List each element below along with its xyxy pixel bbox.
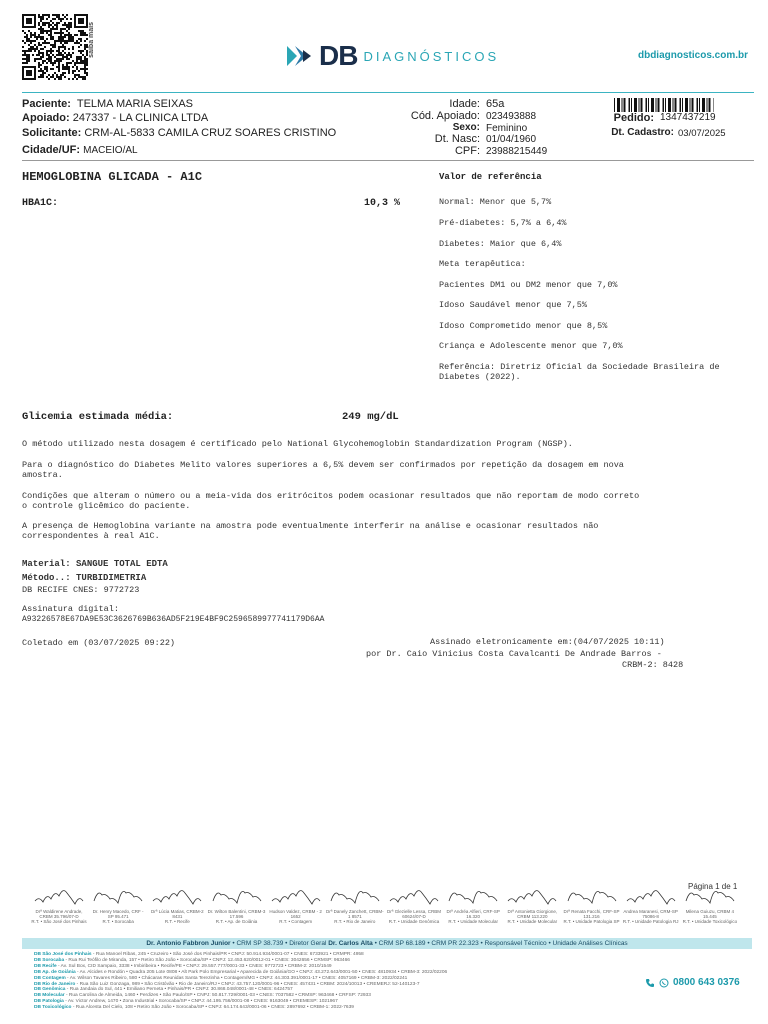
signature-11 xyxy=(681,883,739,924)
material-value: SANGUE TOTAL EDTA xyxy=(76,559,168,569)
qr-caption: saiba mais xyxy=(88,22,95,58)
material-row: Material: SANGUE TOTAL EDTA xyxy=(22,559,168,569)
signer-unit: R.T. • Recife xyxy=(164,919,190,924)
signer-unit: R.T. • São José dos Pinhais xyxy=(31,919,87,924)
support-row: Apoiado: 247337 - LA CLINICA LTDA xyxy=(22,112,209,124)
signer-crbm: CRBM-2: 8428 xyxy=(622,660,684,670)
ref-meta: Meta terapêutica: xyxy=(439,259,526,269)
note-ngsp: O método utilizado nesta dosagem é certificado pelo National Glycohemoglobin Standardization Program (NGSP). xyxy=(22,439,573,449)
handwritten-signature xyxy=(682,883,738,907)
units-list xyxy=(34,952,654,1011)
phone-contact[interactable] xyxy=(645,977,740,988)
ref-diabetes: Diabetes: Maior que 6,4% xyxy=(439,239,562,249)
exam-title: HEMOGLOBINA GLICADA - A1C xyxy=(22,170,203,184)
signer-name: Drª Glezielle Lessa, CRBM 60624/07-D xyxy=(387,909,441,919)
barcode xyxy=(614,98,714,112)
handwritten-signature xyxy=(90,883,146,907)
signature-10 xyxy=(622,883,680,924)
website-link[interactable]: dbdiagnosticos.com.br xyxy=(637,50,748,61)
db-logo xyxy=(285,40,499,72)
unit-address: DB Toxicológico - Rua Alcesta Del Cielo, 108 • Retiro São João • Sorocaba/SP • CNPJ: 64.174.643/0001-06 • CNES: 2897692 • CRBM-1: 2022-7639 xyxy=(34,1005,354,1011)
signature-4 xyxy=(267,883,325,924)
signer-unit: R.T. • Unidade Molecular xyxy=(507,919,558,924)
digital-signature-label: Assinatura digital: xyxy=(22,604,119,614)
signer-name: Drª Danely Zanchett, CRBM-1 8571 xyxy=(325,909,384,919)
handwritten-signature xyxy=(564,883,620,907)
unit-address: DB São José dos Pinhais - Rua Manoel Ribas, 245 • Cruzeiro • São José dos Pinhais/PR • CNPJ: 50.914.934/0001-07 • CNES: 6733921 • CRMPR: 4958 xyxy=(34,952,364,957)
ref-crianca: Criança e Adolescente menor que 7,0% xyxy=(439,341,623,351)
signer-name: Drª Antonietta Giorgione, CRBM 113.220 xyxy=(507,909,558,919)
handwritten-signature xyxy=(445,883,501,907)
sex-label: Sexo: xyxy=(452,122,480,133)
patient-name-row: Paciente: TELMA MARIA SEIXAS xyxy=(22,98,193,110)
requester-row: Solicitante: CRM-AL-5833 CAMILA CRUZ SOARES CRISTINO xyxy=(22,127,337,139)
signature-8 xyxy=(503,883,561,924)
signer-unit: R.T. • Unidade Genômica xyxy=(388,919,440,924)
note-variant-line1: A presença de Hemoglobina variante na amostra pode eventualmente interferir na análise e ocasionar resultados não xyxy=(22,521,599,531)
ref-normal: Normal: Menor que 5,7% xyxy=(439,197,552,207)
signature-5 xyxy=(326,883,384,924)
signed-date: Assinado eletronicamente em:(04/07/2025 10:11) xyxy=(430,637,665,647)
directors-bar: Dr. Antonio Fabbron Junior • CRM SP 38.739 • Diretor Geral Dr. Carlos Alta • CRM SP 68.189 • CRM PR 22.323 • Responsável Técnico • Unidade Análises Clínicas xyxy=(22,938,752,949)
note-diagnosis-line2: amostra. xyxy=(22,470,63,480)
age-label: Idade: xyxy=(449,98,480,110)
order-value: 1347437219 xyxy=(660,112,716,123)
unit-address: DB Recife - Av. Sul Box, CID Sampaio, 3338 • Imbiribeira • Recife/PE • CNPJ: 29.557.777/0001-33 • CNES: 9772723 • CRBM-2: 2010/1549 xyxy=(34,963,332,969)
unit-address: DB Ap. de Goiânia - Av. Alcides e Rondón • Quadra 205 Lote 0808 • Alt Park Polo Empresarial • Aparecida de Goiânia/GO • CNPJ: 43.272.643/0001-50 • CNES: 4810934 • CRBM-3: 2022/02206 xyxy=(34,969,448,975)
method-value: TURBIDIMETRIA xyxy=(76,573,147,583)
signer-name: Drª Lúcia Matias, CRBM-2 8431 xyxy=(150,909,204,919)
signer-name: Dr. Henry Macedo, CRF - SP 95.471 xyxy=(92,909,144,919)
signer-unit: R.T. • Unidade Patologia SP xyxy=(563,919,620,924)
birth-value: 01/04/1960 xyxy=(486,134,537,145)
unit-address: DB Genômica - Rua Jandaia do Sul, 441 • Emiliano Perneta • Pinhais/PR • CNPJ: 30.868.048/0001-48 • CNES: 6424757 xyxy=(34,987,293,993)
handwritten-signature xyxy=(327,883,383,907)
signer-unit: R.T. • Unidade Toxicológico xyxy=(682,919,738,924)
ref-prediabetes: Pré-diabetes: 5,7% a 6,4% xyxy=(439,218,567,228)
ref-source-line1: Referência: Diretriz Oficial da Sociedade Brasileira de xyxy=(439,362,720,372)
cpf-label: CPF: xyxy=(454,145,480,157)
age-value: 65a xyxy=(486,98,505,110)
ref-idoso-saudavel: Idoso Saudável menor que 7,5% xyxy=(439,300,587,310)
reference-title: Valor de referência xyxy=(439,172,542,182)
requester-value: CRM-AL-5833 CAMILA CRUZ SOARES CRISTINO xyxy=(84,127,337,139)
signer-unit: R.T. • Ap. de Goiânia xyxy=(215,919,258,924)
signer-name: Drª Waldirene Andrade, CRBM 35.796/07-D xyxy=(35,909,83,919)
reg-label: Dt. Cadastro: xyxy=(611,127,674,138)
signer-unit: R.T. • Sorocaba xyxy=(102,919,134,924)
support-code-value: 023493888 xyxy=(486,111,537,122)
support-code-label: Cód. Apoiado: xyxy=(410,110,480,122)
glicemia-value: 249 mg/dL xyxy=(342,411,399,423)
handwritten-signature xyxy=(31,883,87,907)
note-variant-line2: correspondentes à real A1C. xyxy=(22,531,160,541)
sex-value: Feminino xyxy=(486,123,528,134)
handwritten-signature xyxy=(504,883,560,907)
cpf-value: 23988215449 xyxy=(486,146,548,157)
note-conditions-line2: o controle glicêmico do paciente. xyxy=(22,501,191,511)
unit-address: DB Molecular - Rua Carolina de Almeida, 1460 • Perdizes • São Paulo/SP • CNPJ: 50.817.729/0001-03 • CNES: 7037582 • CRMSP: 963468 • CRFSP: 72933 xyxy=(34,993,371,999)
unit-address: DB Patologia - Av. Victor Andrew, 1470 • Zona Industrial • Sorocaba/SP • CNPJ: 44.195.756/0001-08 • CNES: 9163049 • CREMESP: 1021967 xyxy=(34,999,338,1005)
method-row: Método..: TURBIDIMETRIA xyxy=(22,573,147,583)
handwritten-signature xyxy=(623,883,679,907)
glicemia-label: Glicemia estimada média: xyxy=(22,411,174,423)
ref-source-line2: Diabetes (2022). xyxy=(439,372,521,382)
ref-idoso-comprometido: Idoso Comprometido menor que 8,5% xyxy=(439,321,608,331)
signer-name: Milena Guiuzu, CRBM 4 15.445 xyxy=(685,909,734,919)
phone-icon xyxy=(645,978,655,988)
signer-name: Drª Andréa Alfieri, CRF-SP 16.320 xyxy=(446,909,500,919)
ref-dm1-dm2: Pacientes DM1 ou DM2 menor que 7,0% xyxy=(439,280,618,290)
signature-2 xyxy=(148,883,206,924)
db-logo-icon xyxy=(285,42,315,70)
support-value: 247337 - LA CLINICA LTDA xyxy=(72,112,209,124)
hba1c-value: 10,3 % xyxy=(364,198,401,209)
signer-unit: R.T. • Contagem xyxy=(279,919,313,924)
signature-9 xyxy=(563,883,621,924)
unit-address: DB Contagem - Av. Wilson Tavares Ribeiro, 580 • Chácaras Reunidas Santa Terezinha • Contagem/MG • CNPJ: 44.303.391/0001-17 • CNES: 4057169 • CRBM-3: 2022/02241 xyxy=(34,975,408,981)
hba1c-label: HBA1C: xyxy=(22,198,59,209)
signed-by: por Dr. Caio Vinicius Costa Cavalcanti De Andrade Barros - xyxy=(366,649,662,659)
signatures-row xyxy=(30,883,740,933)
patient-divider xyxy=(22,160,754,161)
logo-diag-text: DIAGNÓSTICOS xyxy=(363,48,500,64)
signature-7 xyxy=(444,883,502,924)
signer-name: Drª Renata Facchi, CRF-SP 131.216 xyxy=(563,909,620,919)
signature-3 xyxy=(208,883,266,924)
city-value: MACEIO/AL xyxy=(83,145,138,156)
handwritten-signature xyxy=(209,883,265,907)
logo-db-text: DB xyxy=(319,40,358,71)
signer-name: Dr. Wilton Balentini, CRBM-3 17.596 xyxy=(207,909,266,919)
patient-name: TELMA MARIA SEIXAS xyxy=(76,98,193,110)
collected-date: Coletado em (03/07/2025 09:22) xyxy=(22,638,176,648)
handwritten-signature xyxy=(268,883,324,907)
handwritten-signature xyxy=(386,883,442,907)
lab-info: DB RECIFE CNES: 9772723 xyxy=(22,585,140,595)
signer-unit: R.T. • Rio de Janeiro xyxy=(334,919,376,924)
unit-address: DB Rio de Janeiro - Rua São Luiz Gonzaga, 989 • São Cristóvão • Rio de Janeiro/RJ • CNPJ: 43.757.120/0001-96 • CNES: 457431 • CRBM: 2024/10013 • CREMERJ: 52-140123-7 xyxy=(34,981,420,987)
note-diagnosis-line1: Para o diagnóstico do Diabetes Melito valores superiores a 6,5% devem ser confirmados por repetição da dosagem em nova xyxy=(22,460,624,470)
signer-name: Andrea Maranesi, CRM-SP 75086-8 xyxy=(623,909,678,919)
reg-value: 03/07/2025 xyxy=(678,128,726,139)
signer-unit: R.T. • Unidade Molecular xyxy=(448,919,498,924)
signature-6 xyxy=(385,883,443,924)
signer-unit: R.T. • Unidade Patologia RJ xyxy=(622,919,679,924)
page-number: Página 1 de 1 xyxy=(688,882,738,891)
signer-name: Hudson Valdez, CRBM - 2 1652 xyxy=(269,909,322,919)
header-divider xyxy=(22,92,754,93)
city-row: Cidade/UF: MACEIO/AL xyxy=(22,144,138,156)
qr-code[interactable] xyxy=(22,14,88,80)
phone-number: 0800 643 0376 xyxy=(673,977,740,988)
note-conditions-line1: Condições que alteram o número ou a meia-vida dos eritrócitos podem ocasionar resultados que não reportam de modo correto xyxy=(22,491,640,501)
unit-address: DB Sorocaba - Rua Rui Teófilo de Miranda, 157 • Retiro São João • Sorocaba/SP • CNPJ: 12.453.620/0012-01 • CNES: 3042656 • CRMSP: 963466 xyxy=(34,957,350,963)
birth-label: Dt. Nasc: xyxy=(434,133,480,145)
handwritten-signature xyxy=(149,883,205,907)
order-label: Pedido: xyxy=(613,112,654,124)
signature-0 xyxy=(30,883,88,924)
signature-1 xyxy=(89,883,147,924)
whatsapp-icon xyxy=(659,978,669,988)
digital-signature-hash: A93226578E67DA9E53C3626769B636AD5F219E4BF9C2596589977741179D6AA xyxy=(22,615,325,624)
